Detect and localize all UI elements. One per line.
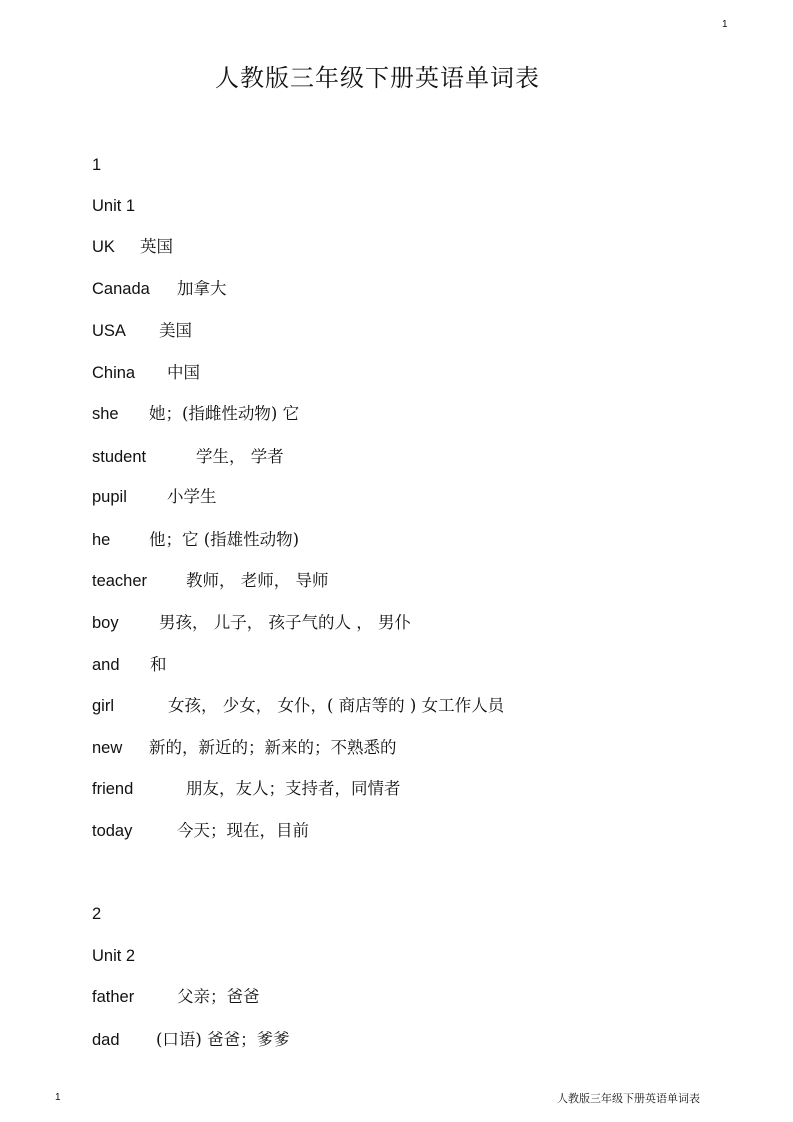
vocab-entry (92, 320, 192, 342)
vocab-word: girl (92, 697, 115, 715)
vocab-entry (92, 403, 299, 425)
vocab-meaning: 教师， 老师， 导师 (186, 571, 329, 590)
section-number: 1 (92, 156, 102, 174)
vocab-meaning: 朋友，友人；支持者，同情者 (186, 779, 401, 798)
vocab-meaning: 他；它 (指雄性动物) (149, 530, 300, 549)
unit-heading: Unit 1 (92, 197, 136, 215)
vocab-entry (92, 778, 401, 800)
vocab-word: she (92, 405, 119, 423)
vocab-meaning: 男孩， 儿子， 孩子气的人 ， 男仆 (159, 613, 411, 632)
vocab-meaning: 小学生 (167, 487, 217, 506)
vocab-meaning: 加拿大 (177, 279, 227, 298)
vocab-meaning: 和 (150, 655, 167, 674)
vocab-entry (92, 236, 173, 258)
vocab-entry (92, 278, 227, 300)
section-number: 2 (92, 905, 102, 923)
vocab-word: friend (92, 780, 134, 798)
vocab-meaning: 英国 (140, 237, 173, 256)
vocab-word: today (92, 822, 133, 840)
vocab-word: USA (92, 322, 126, 340)
vocab-entry (92, 486, 217, 508)
vocab-word: and (92, 656, 120, 674)
vocab-entry (92, 986, 260, 1008)
vocab-entry (92, 612, 411, 634)
vocab-meaning: 女孩， 少女， 女仆，( 商店等的 ) 女工作人员 (168, 696, 505, 715)
vocab-word: pupil (92, 488, 127, 506)
vocab-entry (92, 654, 167, 676)
vocab-word: teacher (92, 572, 148, 590)
vocab-meaning: 学生， 学者 (196, 447, 284, 466)
vocab-word: dad (92, 1031, 120, 1049)
page-number-top: 1 (722, 19, 728, 30)
vocab-meaning: (口语) 爸爸；爹爹 (156, 1030, 290, 1049)
vocab-meaning: 新的，新近的；新来的；不熟悉的 (149, 738, 397, 757)
vocab-meaning: 她；(指雌性动物) 它 (149, 404, 300, 423)
document-title: 人教版三年级下册英语单词表 (215, 64, 540, 92)
vocab-entry (92, 570, 329, 592)
vocab-entry (92, 820, 309, 842)
vocab-meaning: 父亲；爸爸 (177, 987, 260, 1006)
vocab-entry (92, 446, 284, 468)
vocab-entry (92, 695, 504, 717)
unit-heading: Unit 2 (92, 947, 136, 965)
vocab-word: UK (92, 238, 115, 256)
footer-page-number: 1 (55, 1092, 61, 1103)
vocab-entry (92, 1029, 290, 1051)
vocab-word: father (92, 988, 135, 1006)
vocab-word: new (92, 739, 123, 757)
vocab-entry (92, 362, 200, 384)
vocab-word: boy (92, 614, 119, 632)
vocab-word: he (92, 531, 111, 549)
footer-running-title: 人教版三年级下册英语单词表 (557, 1092, 700, 1105)
vocab-word: student (92, 448, 147, 466)
vocab-meaning: 美国 (159, 321, 192, 340)
vocab-meaning: 今天；现在，目前 (177, 821, 309, 840)
vocab-entry (92, 529, 299, 551)
vocab-word: China (92, 364, 136, 382)
vocab-word: Canada (92, 280, 150, 298)
vocab-meaning: 中国 (167, 363, 200, 382)
vocab-entry (92, 737, 397, 759)
